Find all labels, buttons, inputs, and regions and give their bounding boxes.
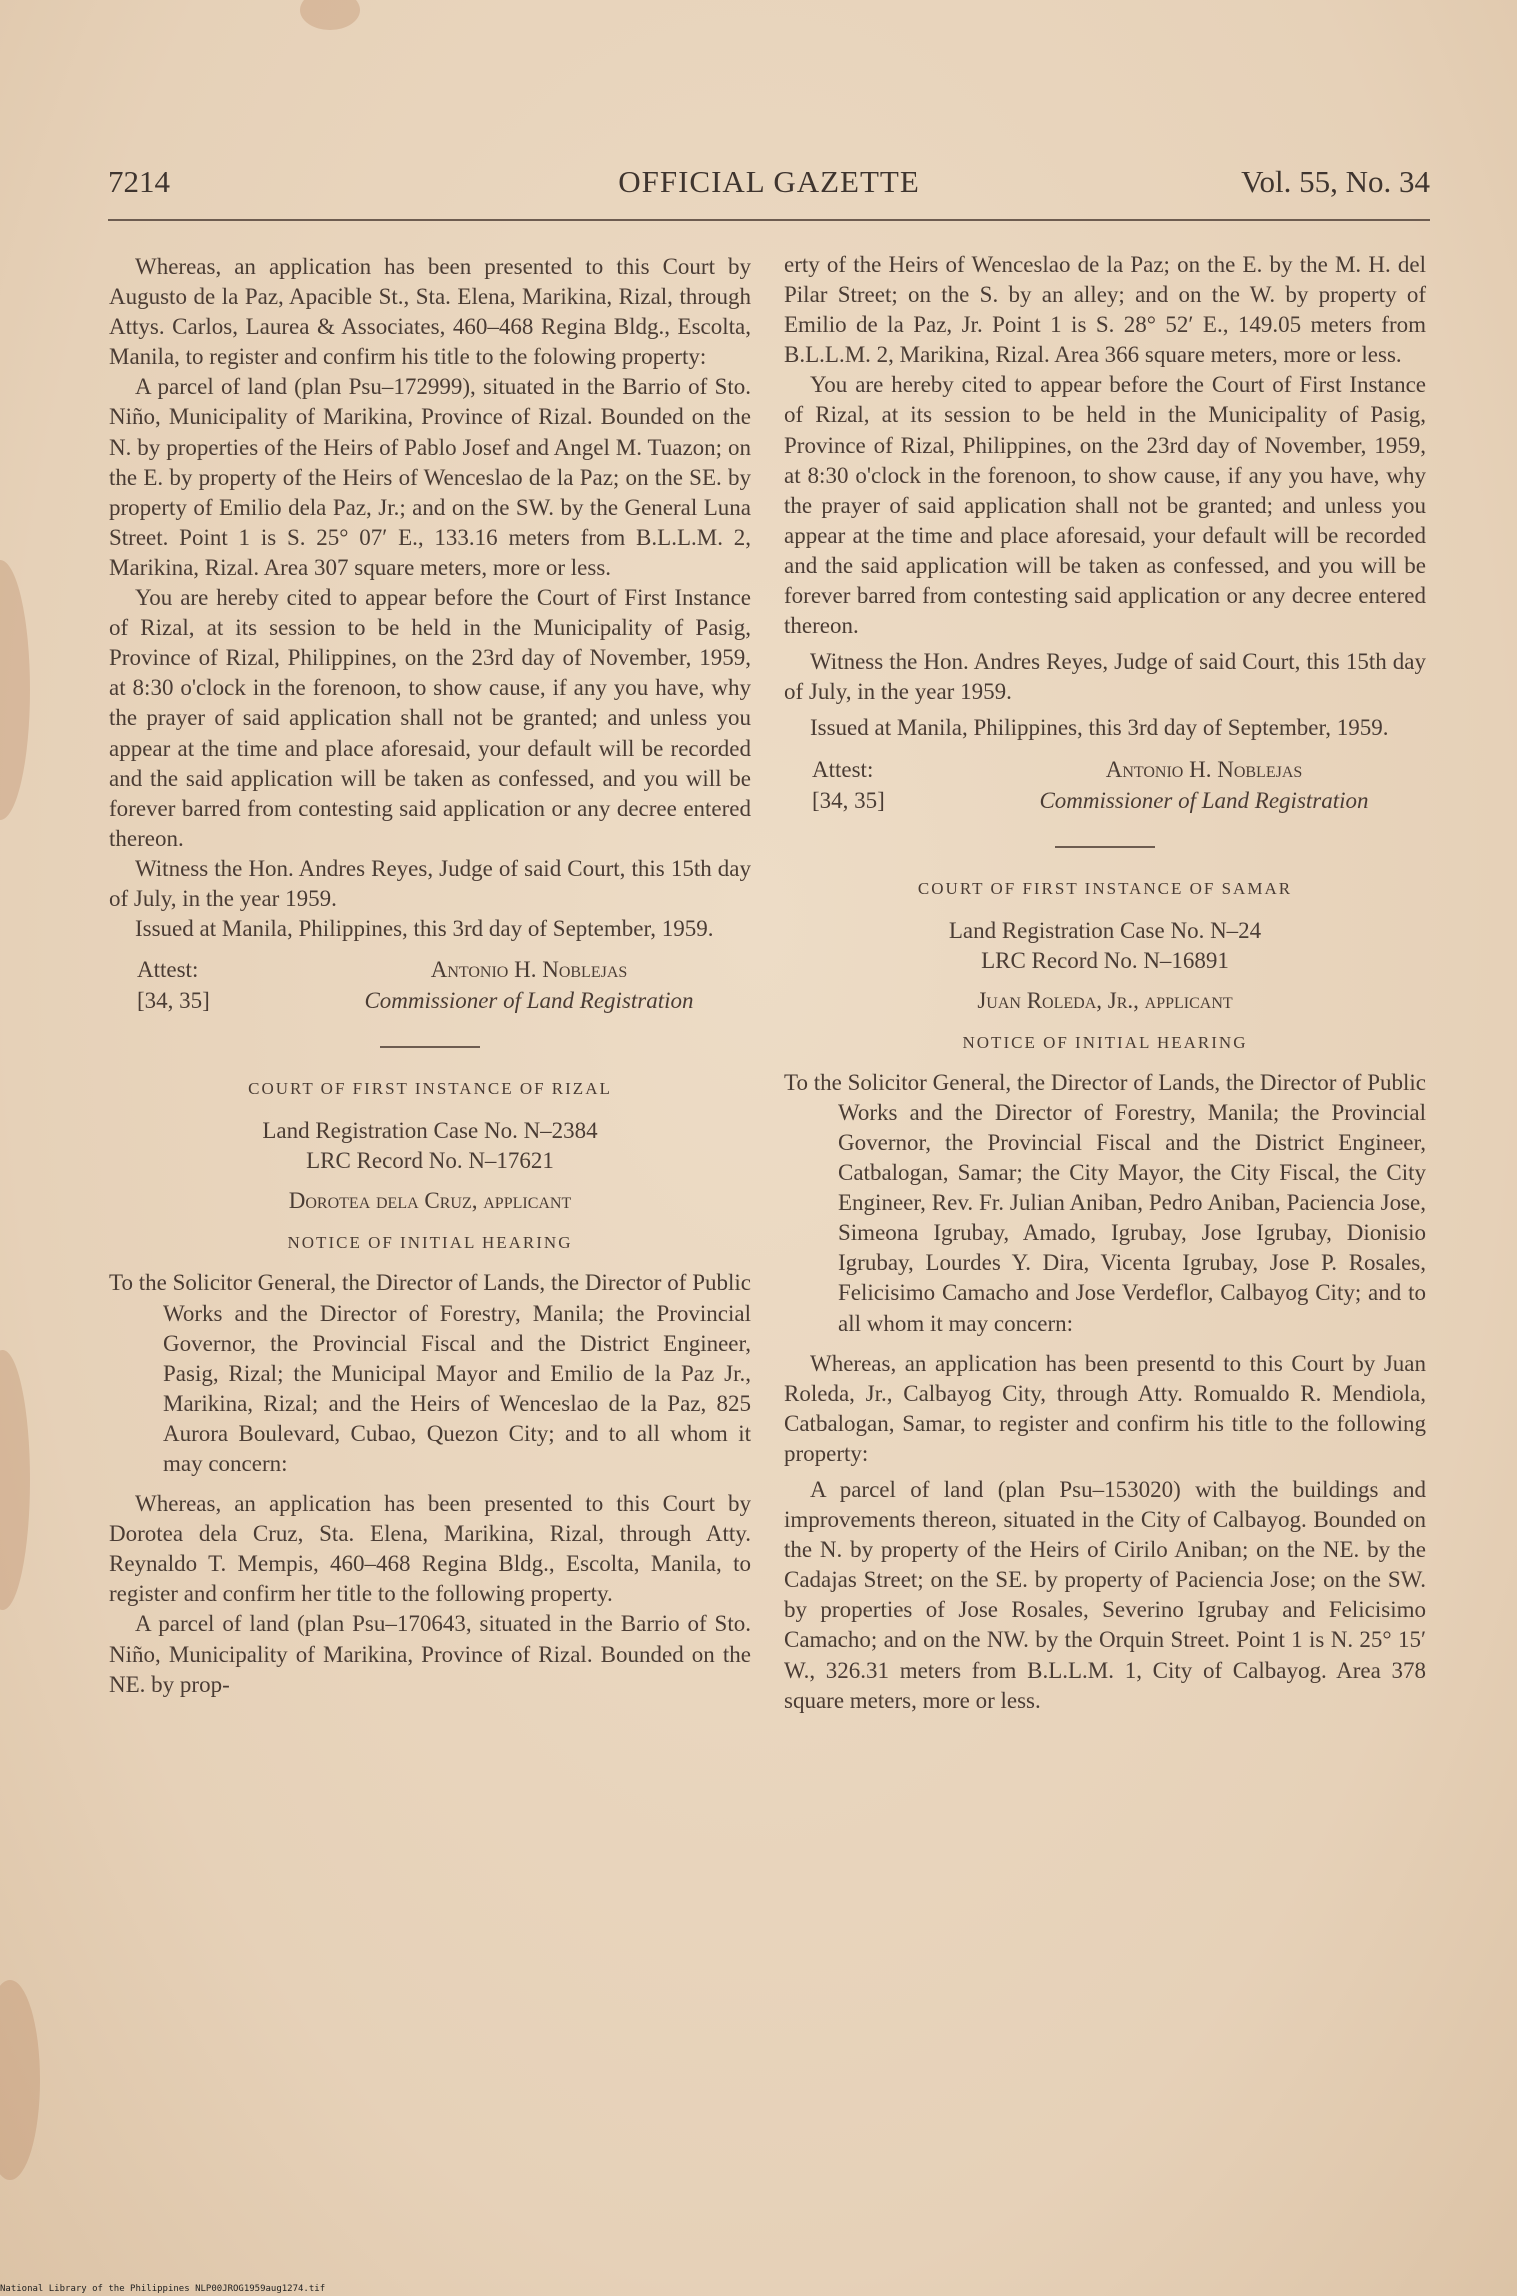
addressees: To the Solicitor General, the Director of Lands, the Director of Public Works and the Director of Forestry, Manila; the Provincial Governor, the Provincial Fiscal and the District Engineer, Pasig, Rizal; the Municipal Mayor and Emilio de la Paz Jr., Marikina, Rizal; and the Heirs of Wenceslao de la Paz, 825 Aurora Boulevard, Cubao, Quezon City; and to all whom it may concern: <box>109 1270 751 1476</box>
paragraph: You are hereby cited to appear before the Court of First Instance of Rizal, at its session to be held in the Municipality of Pasig, Province of Rizal, Philippines, on the 23rd day of November, 1959, at 8:30 o'clock in the forenoon, to show cause, if any you have, why the prayer of said application shall not be granted; and unless you appear at the time and place aforesaid, your default will be recorded and the said application will be taken as confessed, and you will be forever barred from contesting said application or any decree entered thereon. <box>109 585 751 851</box>
signatory-name: Antonio H. Noblejas <box>1105 756 1303 782</box>
court-heading: COURT OF FIRST INSTANCE OF SAMAR <box>917 878 1293 898</box>
case-number: Land Registration Case No. N–2384 <box>262 1118 598 1144</box>
section-divider <box>1055 846 1155 848</box>
paragraph: Whereas, an application has been presented to this Court by Augusto de la Paz, Apacible St., Sta. Elena, Marikina, Rizal, through Attys. Carlos, Laurea & Associates, 460–468 Regina Bldg., Escolta, Manila, to register and confirm his title to the folowing property: <box>109 254 751 370</box>
signatory-role: Commissioner of Land Registration <box>1039 787 1369 813</box>
attest-ref: [34, 35] <box>812 787 885 813</box>
paragraph: Witness the Hon. Andres Reyes, Judge of said Court, this 15th day of July, in the year 1959. <box>784 649 1426 705</box>
notice-heading: NOTICE OF INITIAL HEARING <box>287 1233 573 1253</box>
paragraph: A parcel of land (plan Psu–153020) with the buildings and improvements thereon, situated in the City of Calbayog. Bounded on the N. by property of the Heirs of Cirilo Aniban; on the NE. by the Cadajas Street; on the SE. by property of Paciencia Jose; on the SW. by properties of Jose Rosales, Severino Igrubay and Felicisimo Camacho; and on the NW. by the Orquin Street. Point 1 is N. 25° 15′ W., 326.31 meters from B.L.L.M. 1, City of Calbayog. Area 378 square meters, more or less. <box>784 1477 1426 1713</box>
attest-label: Attest: <box>137 957 199 983</box>
paragraph: Witness the Hon. Andres Reyes, Judge of said Court, this 15th day of July, in the year 1959. <box>109 855 751 911</box>
paragraph: Whereas, an application has been presentd to this Court by Juan Roleda, Jr., Calbayog City, through Atty. Romualdo R. Mendiola, Catbalogan, Samar, to register and confirm his title to the following property: <box>784 1350 1426 1466</box>
paragraph: A parcel of land (plan Psu–172999), situated in the Barrio of Sto. Niño, Municipality of Marikina, Province of Rizal. Bounded on the N. by properties of the Heirs of Pablo Josef and Angel M. Tuazon; on the E. by property of the Heirs of Wenceslao de la Paz; on the SE. by property of Emilio dela Paz, Jr.; and on the SW. by the General Luna Street. Point 1 is S. 25° 07′ E., 133.16 meters from B.L.L.M. 2, Marikina, Rizal. Area 307 square meters, more or less. <box>109 374 751 580</box>
applicant-name: Juan Roleda, Jr., applicant <box>977 987 1233 1013</box>
paragraph: Issued at Manila, Philippines, this 3rd day of September, 1959. <box>135 916 714 942</box>
attest-ref: [34, 35] <box>137 988 210 1014</box>
page-number: 7214 <box>108 164 170 199</box>
left-column <box>109 252 751 1700</box>
page-header <box>108 164 1430 204</box>
addressees: To the Solicitor General, the Director of Lands, the Director of Public Works and the Director of Forestry, Manila; the Provincial Governor, the Provincial Fiscal and the District Engineer, Catbalogan, Samar; the City Mayor, the City Fiscal, the City Engineer, Rev. Fr. Julian Aniban, Pedro Aniban, Paciencia Jose, Simeona Igrubay, Amado, Igrubay, Jose Igrubay, Dionisio Igrubay, Lourdes Y. Dira, Vicenta Igrubay, Jose P. Rosales, Felicisimo Camacho and Jose Verdeflor, Calbayog City; and to all whom it may concern: <box>784 1069 1426 1336</box>
scan-footer: National Library of the Philippines NLP00JROG1959aug1274.tif <box>0 2284 326 2294</box>
attest-label: Attest: <box>812 756 874 782</box>
header-rule <box>108 219 1430 221</box>
paragraph: You are hereby cited to appear before the Court of First Instance of Rizal, at its session to be held in the Municipality of Pasig, Province of Rizal, Philippines, on the 23rd day of November, 1959, at 8:30 o'clock in the forenoon, to show cause, if any you have, why the prayer of said application shall not be granted; and unless you appear at the time and place aforesaid, your default will be recorded and the said application will be taken as confessed, and you will be forever barred from contesting said application or any decree entered thereon. <box>784 372 1426 639</box>
signatory-role: Commissioner of Land Registration <box>364 988 694 1014</box>
signatory-name: Antonio H. Noblejas <box>430 957 628 983</box>
section-divider <box>380 1046 480 1048</box>
paragraph: Whereas, an application has been presented to this Court by Dorotea dela Cruz, Sta. Elena, Marikina, Rizal, through Atty. Reynaldo T. Mempis, 460–468 Regina Bldg., Escolta, Manila, to register and confirm her title to the following property. <box>109 1491 751 1607</box>
paragraph: erty of the Heirs of Wenceslao de la Paz; on the E. by the M. H. del Pilar Street; on the S. by an alley; and on the W. by property of Emilio de la Paz, Jr. Point 1 is S. 28° 52′ E., 149.05 meters from B.L.L.M. 2, Marikina, Rizal. Area 366 square meters, more or less. <box>784 252 1426 368</box>
court-heading: COURT OF FIRST INSTANCE OF RIZAL <box>248 1079 612 1099</box>
paragraph: A parcel of land (plan Psu–170643, situated in the Barrio of Sto. Niño, Municipality of Marikina, Province of Rizal. Bounded on the NE. by prop- <box>109 1611 751 1697</box>
applicant-name: Dorotea dela Cruz, applicant <box>288 1188 572 1214</box>
right-column <box>784 250 1426 1716</box>
volume-number: Vol. 55, No. 34 <box>1241 164 1430 199</box>
record-number: LRC Record No. N–16891 <box>981 947 1229 973</box>
publication-title: OFFICIAL GAZETTE <box>618 164 920 199</box>
record-number: LRC Record No. N–17621 <box>306 1148 554 1174</box>
notice-heading: NOTICE OF INITIAL HEARING <box>962 1032 1248 1052</box>
attestation <box>784 754 1426 816</box>
paragraph: Issued at Manila, Philippines, this 3rd day of September, 1959. <box>810 715 1389 741</box>
case-number: Land Registration Case No. N–24 <box>948 917 1262 943</box>
attestation <box>109 954 751 1016</box>
